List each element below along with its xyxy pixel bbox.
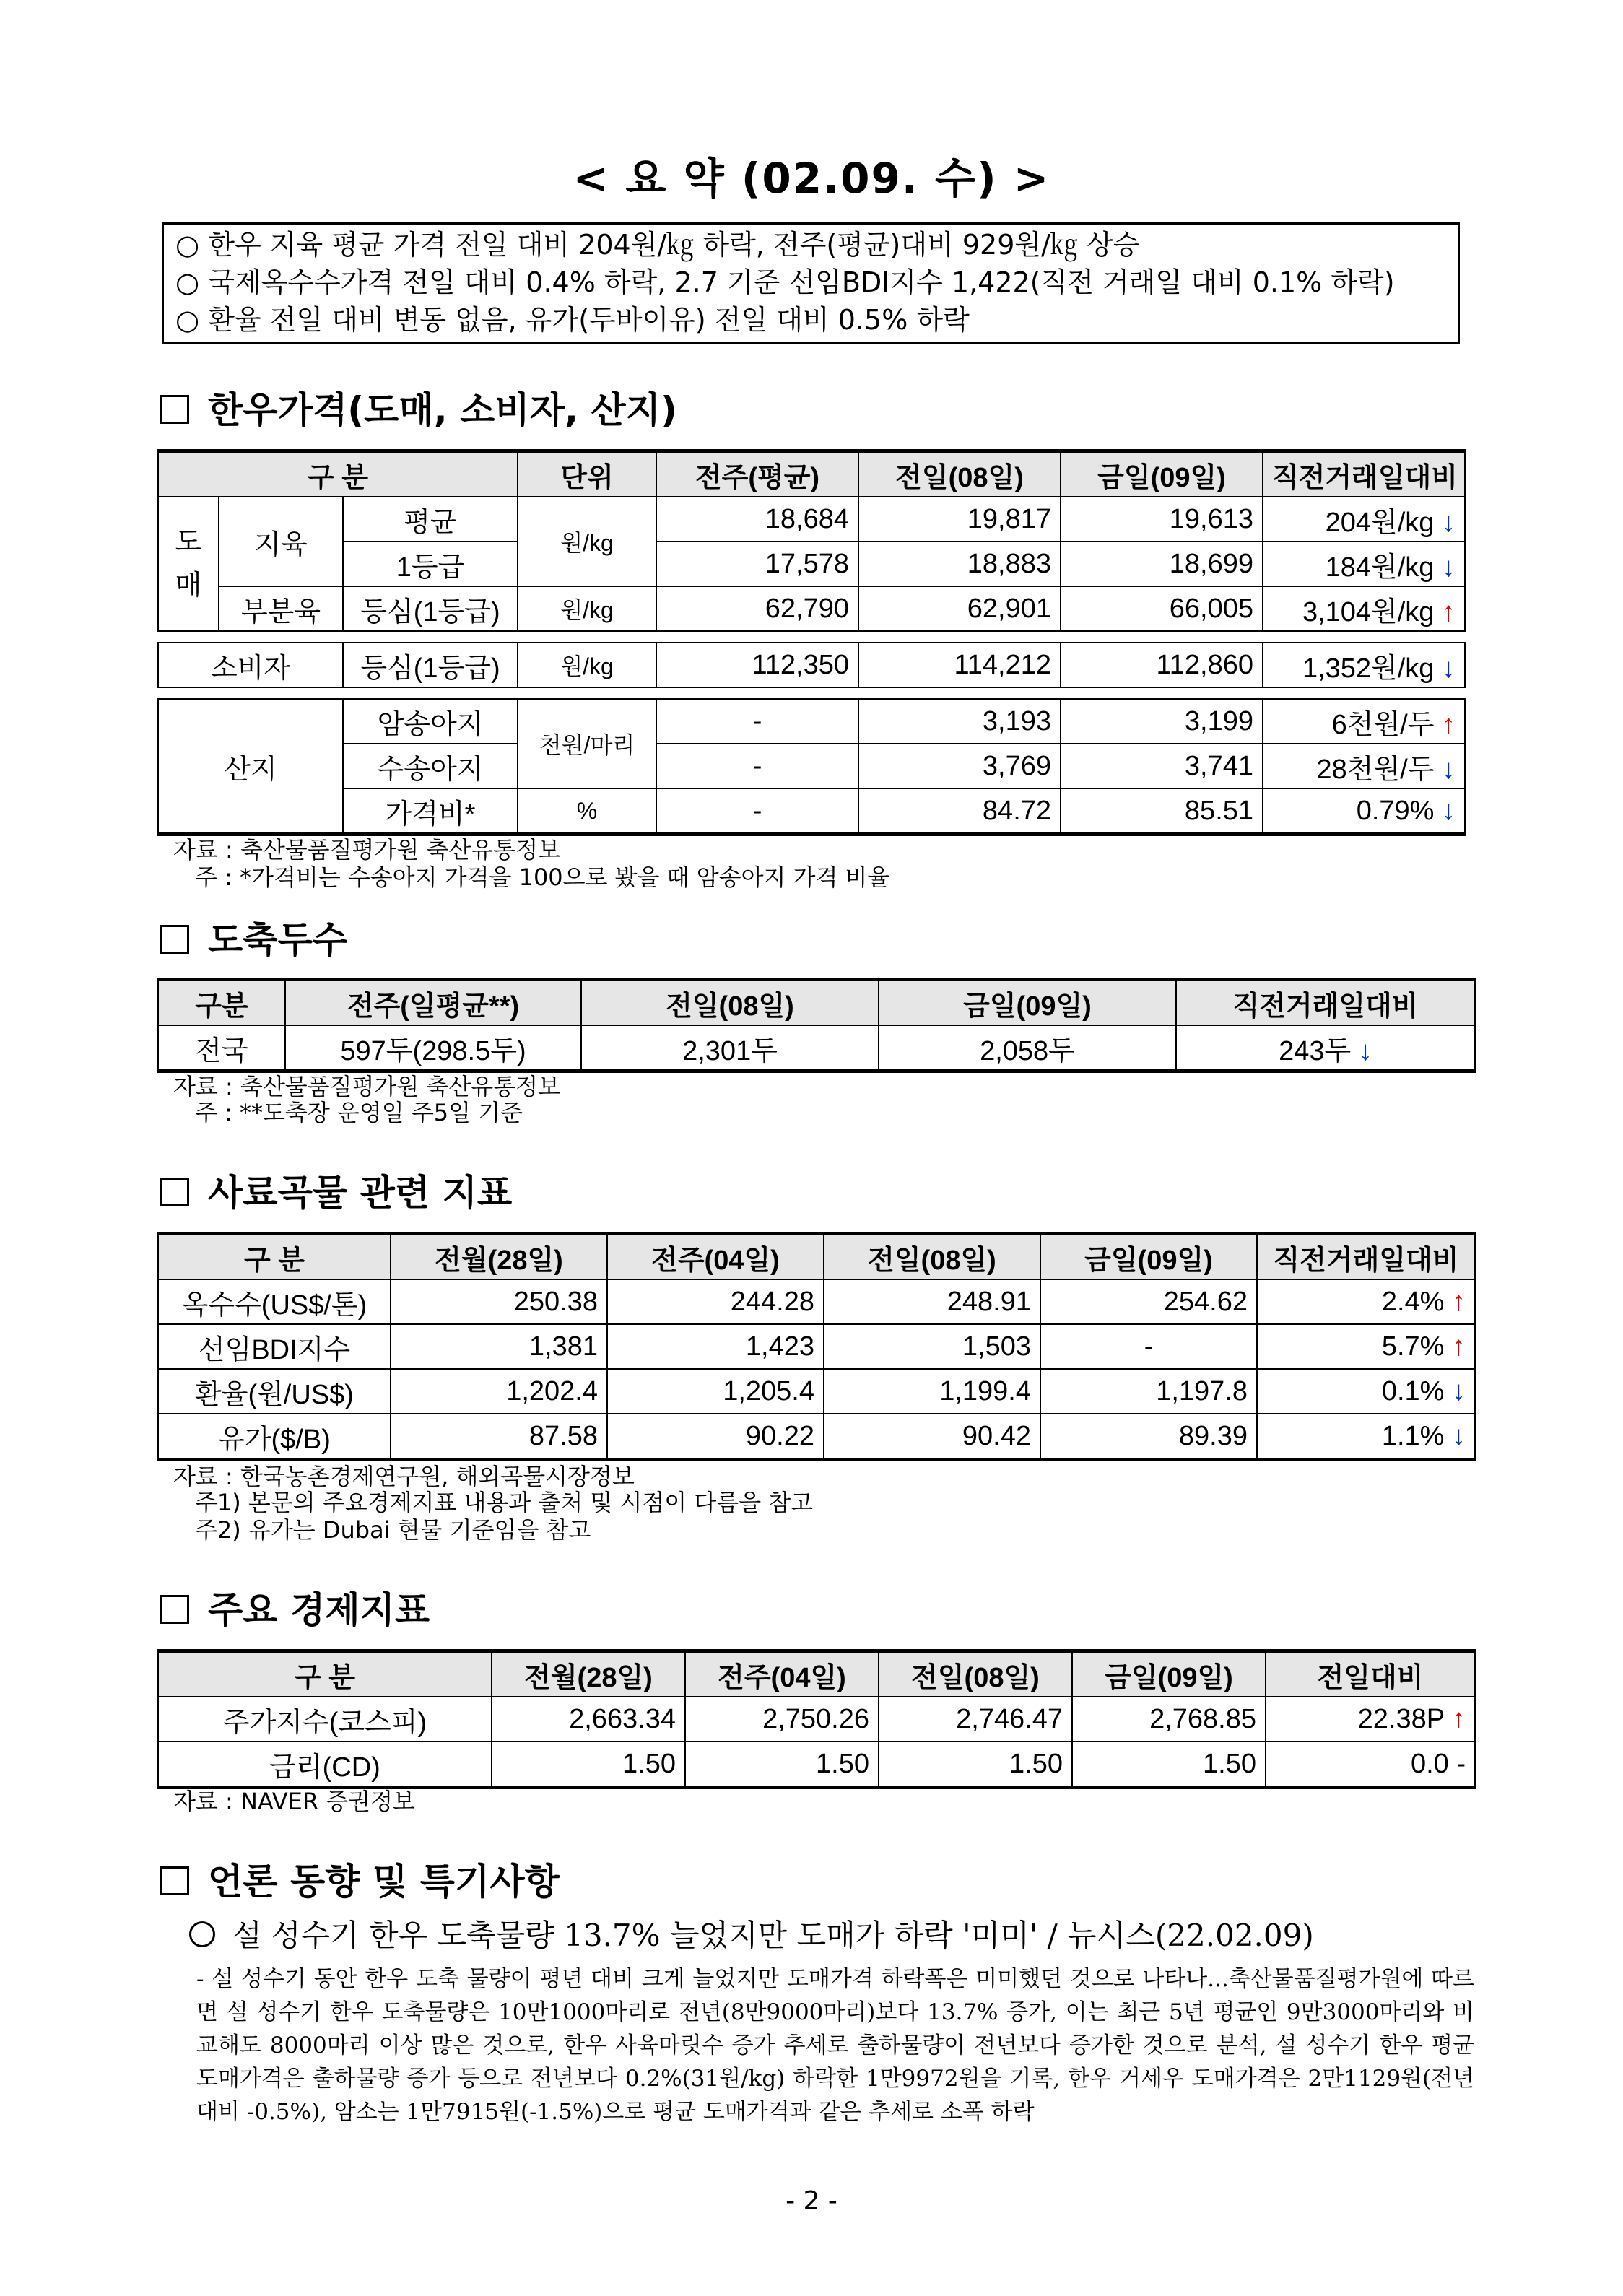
section-heading-media: 언론 동향 및 특기사항 xyxy=(160,1853,560,1905)
value-cell: - xyxy=(1040,1324,1257,1369)
change-cell: 204원/kg ↓ xyxy=(1263,497,1465,542)
value-cell: 244.28 xyxy=(607,1279,824,1324)
row-category-label: 부분육 xyxy=(219,586,343,631)
change-cell: 6천원/두 ↑ xyxy=(1263,699,1465,744)
header-prev-week: 전주(일평균**) xyxy=(285,980,581,1026)
value-cell: 1.50 xyxy=(492,1741,685,1788)
change-cell: 3,104원/kg ↑ xyxy=(1263,586,1465,631)
no-change-dash-icon: - xyxy=(1456,1748,1466,1779)
row-label: 환율(원/US$) xyxy=(158,1369,391,1414)
value-cell: 85.51 xyxy=(1061,788,1263,835)
up-arrow-icon: ↑ xyxy=(1442,596,1456,627)
value-cell: 1,202.4 xyxy=(391,1369,607,1414)
table-row xyxy=(158,497,1465,542)
value-cell: 87.58 xyxy=(391,1414,607,1460)
unit-cell: 원/kg xyxy=(518,586,656,631)
change-cell: 184원/kg ↓ xyxy=(1263,542,1465,586)
footnote: 주1) 본문의 주요경제지표 내용과 출처 및 시점이 다름을 참고 xyxy=(195,1489,814,1516)
row-label: 주가지수(코스피) xyxy=(158,1697,492,1741)
change-cell: 22.38P ↑ xyxy=(1266,1697,1475,1741)
source-note: 자료 : 축산물품질평가원 축산유통정보 xyxy=(173,1073,560,1100)
value-cell: 1.50 xyxy=(879,1741,1072,1788)
down-arrow-icon: ↓ xyxy=(1452,1420,1466,1451)
down-arrow-icon: ↓ xyxy=(1442,795,1456,826)
value-cell: 84.72 xyxy=(858,788,1061,835)
value-cell: 1,199.4 xyxy=(824,1369,1040,1414)
row-sub-label: 1등급 xyxy=(343,542,518,586)
value-cell: 1.50 xyxy=(1072,1741,1266,1788)
slaughter-table xyxy=(157,978,1476,1073)
unit-cell: 천원/마리 xyxy=(518,699,656,788)
hanwoo-price-table xyxy=(157,449,1466,836)
value-cell: 597두(298.5두) xyxy=(285,1025,581,1071)
header-unit: 단위 xyxy=(518,451,656,497)
value-cell: 248.91 xyxy=(824,1279,1040,1324)
value-cell: 89.39 xyxy=(1040,1414,1257,1460)
table-row xyxy=(158,744,1465,788)
value-cell: 2,301두 xyxy=(581,1025,879,1071)
value-cell: 90.42 xyxy=(824,1414,1040,1460)
up-arrow-icon: ↑ xyxy=(1452,1286,1466,1317)
table-header-row xyxy=(158,451,1465,497)
value-cell: - xyxy=(656,744,858,788)
value-cell: 3,769 xyxy=(858,744,1061,788)
value-cell: 2,750.26 xyxy=(685,1697,879,1741)
unit-cell: 원/kg xyxy=(518,643,656,687)
header-prev-month: 전월(28일) xyxy=(492,1651,685,1697)
unit-cell: % xyxy=(518,788,656,835)
header-category: 구 분 xyxy=(158,451,518,497)
up-arrow-icon: ↑ xyxy=(1442,709,1456,740)
summary-box xyxy=(162,222,1460,344)
footnote: 주 : **도축장 운영일 주5일 기준 xyxy=(195,1099,523,1126)
change-cell: 243두 ↓ xyxy=(1176,1025,1475,1071)
header-prev-day: 전일(08일) xyxy=(879,1651,1072,1697)
value-cell: 3,193 xyxy=(858,699,1061,744)
change-cell: 5.7% ↑ xyxy=(1257,1324,1475,1369)
down-arrow-icon: ↓ xyxy=(1442,754,1456,785)
summary-line: ○ 한우 지육 평균 가격 전일 대비 204원/㎏ 하락, 전주(평균)대비 929원/㎏ 상승 xyxy=(175,229,1140,261)
source-note: 자료 : NAVER 증권정보 xyxy=(173,1788,415,1815)
wholesale-label: 도매 xyxy=(158,497,219,631)
value-cell: - xyxy=(656,699,858,744)
row-label: 유가($/B) xyxy=(158,1414,391,1460)
row-sub-label: 등심(1등급) xyxy=(343,586,518,631)
checkbox-square-icon xyxy=(160,395,189,424)
value-cell: 1,423 xyxy=(607,1324,824,1369)
down-arrow-icon: ↓ xyxy=(1442,552,1456,583)
value-cell: 1,381 xyxy=(391,1324,607,1369)
header-prev-day: 전일(08일) xyxy=(858,451,1061,497)
section-heading-slaughter: 도축두수 xyxy=(160,911,347,963)
header-prev-day: 전일(08일) xyxy=(581,980,879,1026)
value-cell: 3,741 xyxy=(1061,744,1263,788)
row-label: 금리(CD) xyxy=(158,1741,492,1788)
value-cell: 112,350 xyxy=(656,643,858,687)
row-label: 선임BDI지수 xyxy=(158,1324,391,1369)
section-heading-economy: 주요 경제지표 xyxy=(160,1581,430,1633)
header-change: 전일대비 xyxy=(1266,1651,1475,1697)
value-cell: 1,197.8 xyxy=(1040,1369,1257,1414)
farm-label: 산지 xyxy=(158,699,343,835)
table-row xyxy=(158,1324,1475,1369)
value-cell: 18,699 xyxy=(1061,542,1263,586)
row-label: 옥수수(US$/톤) xyxy=(158,1279,391,1324)
page-number: - 2 - xyxy=(786,2186,837,2216)
summary-line: ○ 환율 전일 대비 변동 없음, 유가(두바이유) 전일 대비 0.5% 하락 xyxy=(175,304,970,336)
down-arrow-icon: ↓ xyxy=(1452,1375,1466,1406)
down-arrow-icon: ↓ xyxy=(1442,653,1456,684)
value-cell: 2,663.34 xyxy=(492,1697,685,1741)
value-cell: 254.62 xyxy=(1040,1279,1257,1324)
table-row xyxy=(158,1025,1475,1071)
row-sub-label: 평균 xyxy=(343,497,518,542)
page-title: < 요 약 (02.09. 수) > xyxy=(573,154,1050,203)
down-arrow-icon: ↓ xyxy=(1358,1035,1372,1066)
section-heading-feed-grain: 사료곡물 관련 지표 xyxy=(160,1164,512,1216)
checkbox-square-icon xyxy=(160,1178,189,1206)
checkbox-square-icon xyxy=(160,925,189,954)
header-prev-week: 전주(04일) xyxy=(685,1651,879,1697)
header-today: 금일(09일) xyxy=(879,980,1176,1026)
value-cell: 2,058두 xyxy=(879,1025,1176,1071)
row-sub-label: 등심(1등급) xyxy=(343,643,518,687)
value-cell: 19,817 xyxy=(858,497,1061,542)
change-cell: 0.1% ↓ xyxy=(1257,1369,1475,1414)
row-category-label: 소비자 xyxy=(158,643,343,687)
header-today: 금일(09일) xyxy=(1072,1651,1266,1697)
value-cell: - xyxy=(656,788,858,835)
value-cell: 1.50 xyxy=(685,1741,879,1788)
checkbox-square-icon xyxy=(160,1595,189,1624)
change-cell: 2.4% ↑ xyxy=(1257,1279,1475,1324)
up-arrow-icon: ↑ xyxy=(1452,1331,1466,1362)
row-sub-label: 암송아지 xyxy=(343,699,518,744)
table-row xyxy=(158,1369,1475,1414)
source-note: 자료 : 한국농촌경제연구원, 해외곡물시장정보 xyxy=(173,1463,635,1490)
row-sub-label: 수송아지 xyxy=(343,744,518,788)
header-change: 직전거래일대비 xyxy=(1263,451,1465,497)
unit-cell: 원/kg xyxy=(518,497,656,586)
header-today: 금일(09일) xyxy=(1061,451,1263,497)
up-arrow-icon: ↑ xyxy=(1452,1703,1466,1734)
header-change: 직전거래일대비 xyxy=(1176,980,1475,1026)
news-headline: 설 성수기 한우 도축물량 13.7% 늘었지만 도매가 하락 '미미' / 뉴시스(22.02.09) xyxy=(189,1912,1314,1955)
value-cell: 66,005 xyxy=(1061,586,1263,631)
value-cell: 62,901 xyxy=(858,586,1061,631)
row-sub-label: 가격비* xyxy=(343,788,518,835)
checkbox-square-icon xyxy=(160,1866,189,1895)
table-row xyxy=(158,699,1465,744)
change-cell: 1,352원/kg ↓ xyxy=(1263,643,1465,687)
header-category: 구분 xyxy=(158,980,285,1026)
value-cell: 2,768.85 xyxy=(1072,1697,1266,1741)
carcass-label: 지육 xyxy=(219,497,343,586)
section-heading-hanwoo-price: 한우가격(도매, 소비자, 산지) xyxy=(160,381,677,433)
feed-grain-table xyxy=(157,1232,1476,1461)
header-prev-month: 전월(28일) xyxy=(391,1234,607,1280)
header-change: 직전거래일대비 xyxy=(1257,1234,1475,1280)
value-cell: 19,613 xyxy=(1061,497,1263,542)
table-row xyxy=(158,788,1465,835)
value-cell: 112,860 xyxy=(1061,643,1263,687)
change-cell: 1.1% ↓ xyxy=(1257,1414,1475,1460)
value-cell: 17,578 xyxy=(656,542,858,586)
source-note: 자료 : 축산물품질평가원 축산유통정보 xyxy=(173,836,560,864)
table-row xyxy=(158,586,1465,631)
value-cell: 1,205.4 xyxy=(607,1369,824,1414)
header-prev-week: 전주(04일) xyxy=(607,1234,824,1280)
summary-line: ○ 국제옥수수가격 전일 대비 0.4% 하락, 2.7 기준 선임BDI지수 1,422(직전 거래일 대비 0.1% 하락) xyxy=(175,266,1395,298)
value-cell: 1,503 xyxy=(824,1324,1040,1369)
table-row xyxy=(158,1414,1475,1460)
value-cell: 114,212 xyxy=(858,643,1061,687)
change-cell: 0.79% ↓ xyxy=(1263,788,1465,835)
table-row xyxy=(158,1741,1475,1788)
header-prev-day: 전일(08일) xyxy=(824,1234,1040,1280)
table-row xyxy=(158,1697,1475,1741)
value-cell: 62,790 xyxy=(656,586,858,631)
footnote: 주2) 유가는 Dubai 현물 기준임을 참고 xyxy=(195,1516,591,1544)
news-body: - 설 성수기 동안 한우 도축 물량이 평년 대비 크게 늘었지만 도매가격 하락폭은 미미했던 것으로 나타나...축산물품질평가원에 따르면 설 성수기 한우 도축물량은 10만1000마리로 전년(8만9000마리)보다 13.7% 증가, 이는 최근 5년 평균인 9만3000마리와 비교해도 8000마리 이상 많은 것으로, 한우 사육마릿수 증가 추세로 출하물량이 전년보다 증가한 것으로 분석, 설 성수기 한우 평균 도매가격은 출하물량 증가 등으로 전년보다 0.2%(31원/kg) 하락한 1만9972원을 기록, 한우 거세우 도매가격은 2만1129원(전년대비 -0.5%), 암소는 1만7915원(-1.5%)으로 평균 도매가격과 같은 추세로 소폭 하락 xyxy=(196,1966,1474,2125)
value-cell: 2,746.47 xyxy=(879,1697,1072,1741)
value-cell: 18,684 xyxy=(656,497,858,542)
value-cell: 90.22 xyxy=(607,1414,824,1460)
change-cell: 28천원/두 ↓ xyxy=(1263,744,1465,788)
change-cell: 0.0 - xyxy=(1266,1741,1475,1788)
header-prev-week: 전주(평균) xyxy=(656,451,858,497)
down-arrow-icon: ↓ xyxy=(1442,507,1456,538)
footnote: 주 : *가격비는 수송아지 가격을 100으로 봤을 때 암송아지 가격 비율 xyxy=(195,864,890,891)
circle-bullet-icon xyxy=(189,1921,215,1947)
header-category: 구 분 xyxy=(158,1234,391,1280)
table-row xyxy=(158,1279,1475,1324)
table-row xyxy=(158,643,1465,687)
value-cell: 18,883 xyxy=(858,542,1061,586)
header-category: 구 분 xyxy=(158,1651,492,1697)
table-row xyxy=(158,542,1465,586)
row-label: 전국 xyxy=(158,1025,285,1071)
value-cell: 3,199 xyxy=(1061,699,1263,744)
value-cell: 250.38 xyxy=(391,1279,607,1324)
economy-table xyxy=(157,1649,1476,1789)
header-today: 금일(09일) xyxy=(1040,1234,1257,1280)
